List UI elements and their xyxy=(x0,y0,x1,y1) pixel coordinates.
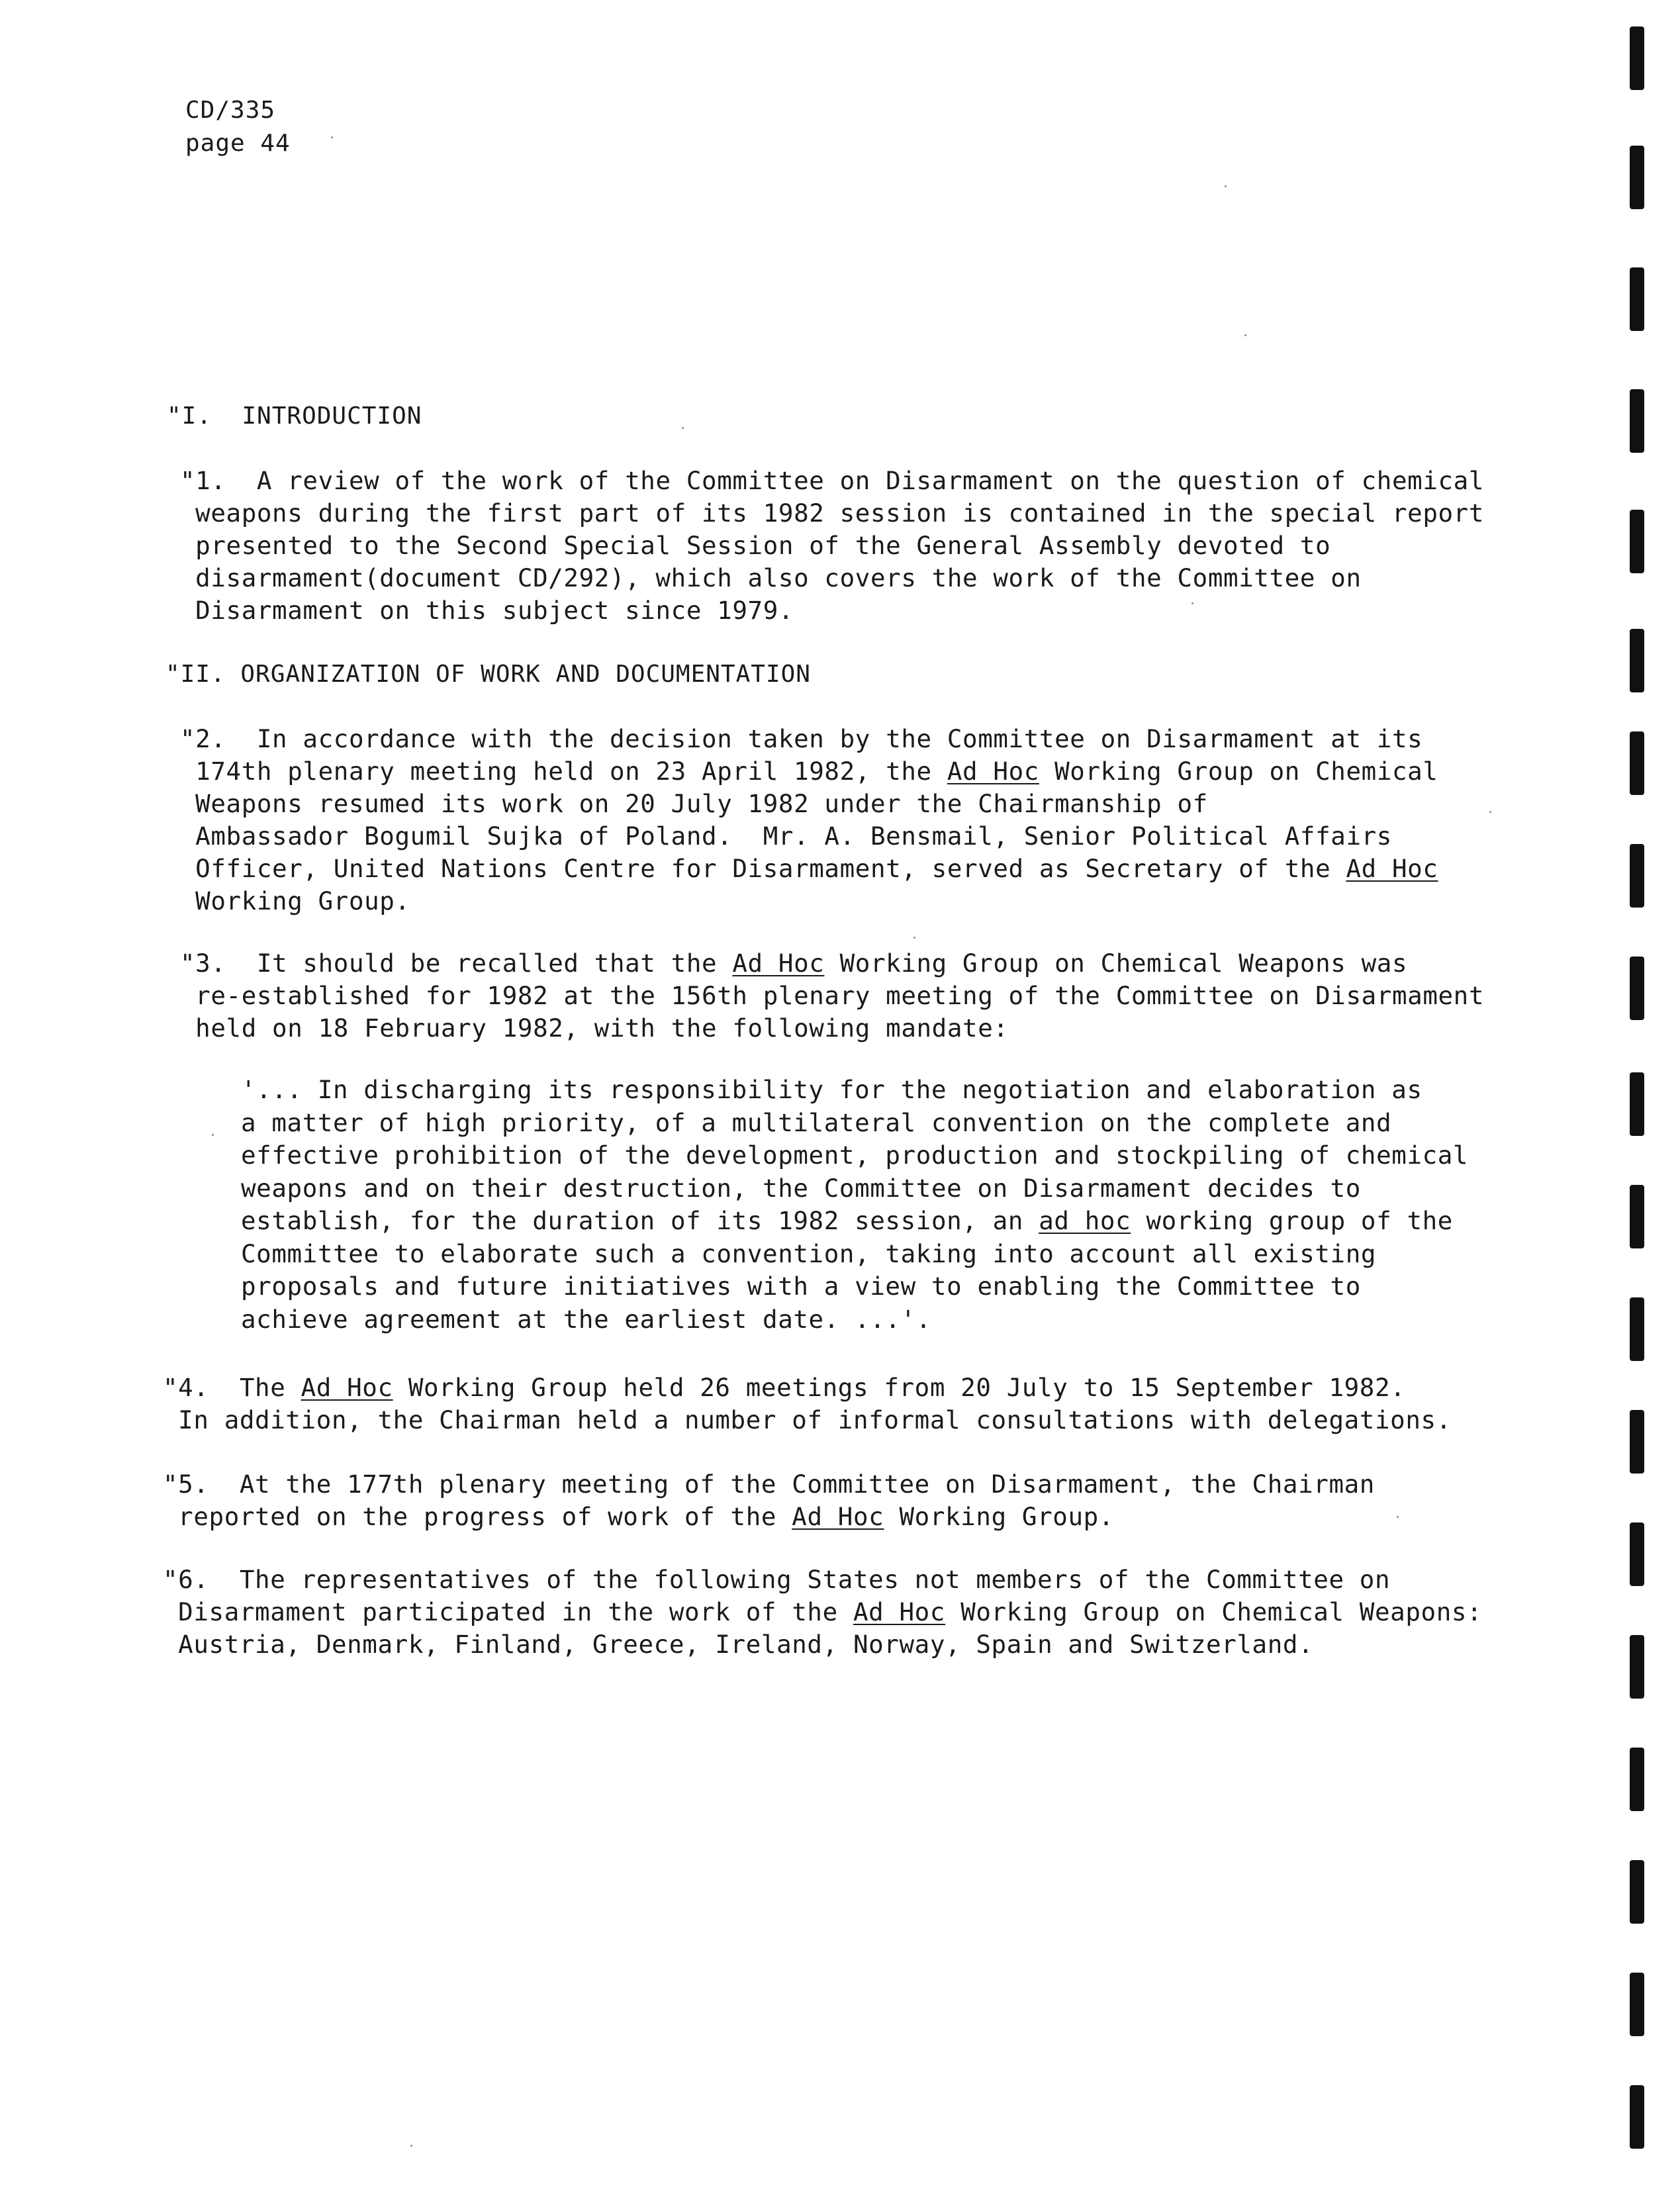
binding-mark xyxy=(1630,1973,1644,2036)
binding-mark xyxy=(1630,1072,1644,1136)
paragraph-line xyxy=(180,853,1544,885)
text-run: Working Group on Chemical Weapons: xyxy=(945,1597,1483,1626)
underlined-term: Ad Hoc xyxy=(792,1502,884,1531)
scan-speck xyxy=(1489,811,1491,813)
text-run: Working Group on Chemical Weapons was xyxy=(824,949,1408,978)
mandate-quotation xyxy=(241,1074,1558,1336)
scan-speck xyxy=(1191,602,1193,604)
text-run: Working Group. xyxy=(884,1502,1114,1531)
binding-mark xyxy=(1630,1297,1644,1361)
paragraph-line: held on 18 February 1982, with the following mandate: xyxy=(180,1013,1009,1043)
binding-mark xyxy=(1630,389,1644,453)
text-run: Officer, United Nations Centre for Disarmament, served as Secretary of the xyxy=(180,854,1346,883)
paragraph-line: "1. A review of the work of the Committee on Disarmament on the question of chemical xyxy=(180,466,1485,495)
paragraph-3 xyxy=(180,947,1544,1045)
paragraph-line: In addition, the Chairman held a number of informal consultations with delegations. xyxy=(163,1405,1452,1434)
section-heading-organization: "II. ORGANIZATION OF WORK AND DOCUMENTATION xyxy=(165,661,811,688)
underlined-term: Ad Hoc xyxy=(301,1373,393,1402)
paragraph-line: Disarmament on this subject since 1979. xyxy=(180,596,794,625)
paragraph-4 xyxy=(163,1372,1526,1436)
text-run: working group of the xyxy=(1131,1206,1453,1235)
binding-mark xyxy=(1630,629,1644,692)
binding-mark xyxy=(1630,2085,1644,2149)
text-run: reported on the progress of work of the xyxy=(163,1502,792,1531)
scan-speck xyxy=(1397,1516,1399,1518)
underlined-term: Ad Hoc xyxy=(853,1597,946,1626)
text-run: "3. It should be recalled that the xyxy=(180,949,733,978)
binding-mark xyxy=(1630,510,1644,573)
binding-mark xyxy=(1630,1522,1644,1586)
binding-mark xyxy=(1630,957,1644,1020)
binding-mark xyxy=(1630,1860,1644,1924)
paragraph-line: "5. At the 177th plenary meeting of the Committee on Disarmament, the Chairman xyxy=(163,1470,1375,1499)
binding-mark xyxy=(1630,1748,1644,1811)
paragraph-2 xyxy=(180,723,1544,917)
text-run: 174th plenary meeting held on 23 April 1982, the xyxy=(180,757,947,786)
scan-speck xyxy=(331,136,333,138)
underlined-term: Ad Hoc xyxy=(732,949,825,978)
document-symbol: CD/335 xyxy=(185,97,276,124)
text-run: "4. The xyxy=(163,1373,301,1402)
binding-mark xyxy=(1630,731,1644,795)
paragraph-line xyxy=(180,947,1544,980)
text-run: establish, for the duration of its 1982 session, an xyxy=(241,1206,1039,1235)
underlined-term: Ad Hoc xyxy=(1346,854,1438,883)
quote-line: Committee to elaborate such a convention, taking into account all existing xyxy=(241,1239,1377,1268)
scan-speck xyxy=(1244,334,1246,336)
paragraph-line: re-established for 1982 at the 156th plenary meeting of the Committee on Disarmament xyxy=(180,981,1485,1010)
paragraph-line: "2. In accordance with the decision taken by the Committee on Disarmament at its xyxy=(180,724,1423,753)
text-run: Working Group on Chemical xyxy=(1039,757,1438,786)
paragraph-line xyxy=(180,755,1544,788)
quote-line: achieve agreement at the earliest date. ...'. xyxy=(241,1304,931,1334)
binding-mark xyxy=(1630,267,1644,331)
binding-mark xyxy=(1630,1185,1644,1248)
binding-mark xyxy=(1630,1410,1644,1474)
binding-mark xyxy=(1630,844,1644,908)
scan-speck xyxy=(1225,185,1227,187)
paragraph-line xyxy=(163,1596,1526,1628)
underlined-term: ad hoc xyxy=(1039,1206,1131,1235)
scan-speck xyxy=(212,1134,214,1136)
paragraph-line: disarmament(document CD/292), which also covers the work of the Committee on xyxy=(180,563,1362,592)
paragraph-line: Working Group. xyxy=(180,886,410,915)
paragraph-5 xyxy=(163,1468,1526,1533)
paragraph-line: weapons during the first part of its 1982 session is contained in the special report xyxy=(180,498,1485,528)
binding-mark xyxy=(1630,26,1644,90)
page-number: page 44 xyxy=(185,130,291,157)
binding-mark xyxy=(1630,146,1644,209)
text-run: Working Group held 26 meetings from 20 July to 15 September 1982. xyxy=(393,1373,1406,1402)
paragraph-line: Austria, Denmark, Finland, Greece, Ireland, Norway, Spain and Switzerland. xyxy=(163,1630,1314,1659)
paragraph-6 xyxy=(163,1564,1526,1661)
paragraph-line: presented to the Second Special Session of the General Assembly devoted to xyxy=(180,531,1331,560)
quote-line: '... In discharging its responsibility for the negotiation and elaboration as xyxy=(241,1075,1423,1104)
quote-line: effective prohibition of the development, production and stockpiling of chemical xyxy=(241,1141,1469,1170)
binding-mark xyxy=(1630,1635,1644,1699)
quote-line: weapons and on their destruction, the Committee on Disarmament decides to xyxy=(241,1173,1361,1203)
text-run: Disarmament participated in the work of the xyxy=(163,1597,853,1626)
paragraph-line xyxy=(163,1372,1526,1404)
scan-speck xyxy=(410,2145,412,2147)
paragraph-line xyxy=(163,1501,1526,1533)
paragraph-line: Weapons resumed its work on 20 July 1982 under the Chairmanship of xyxy=(180,789,1208,818)
paragraph-line: "6. The representatives of the following States not members of the Committee on xyxy=(163,1565,1391,1594)
quote-line: proposals and future initiatives with a view to enabling the Committee to xyxy=(241,1272,1361,1301)
quote-line xyxy=(241,1205,1558,1238)
section-heading-introduction: "I. INTRODUCTION xyxy=(167,402,422,430)
scan-speck xyxy=(913,937,915,939)
scan-speck xyxy=(682,427,684,429)
document-header xyxy=(185,94,291,160)
paragraph-1 xyxy=(180,465,1544,627)
paragraph-line: Ambassador Bogumil Sujka of Poland. Mr. A. Bensmail, Senior Political Affairs xyxy=(180,821,1392,851)
underlined-term: Ad Hoc xyxy=(947,757,1039,786)
quote-line: a matter of high priority, of a multilateral convention on the complete and xyxy=(241,1107,1392,1137)
